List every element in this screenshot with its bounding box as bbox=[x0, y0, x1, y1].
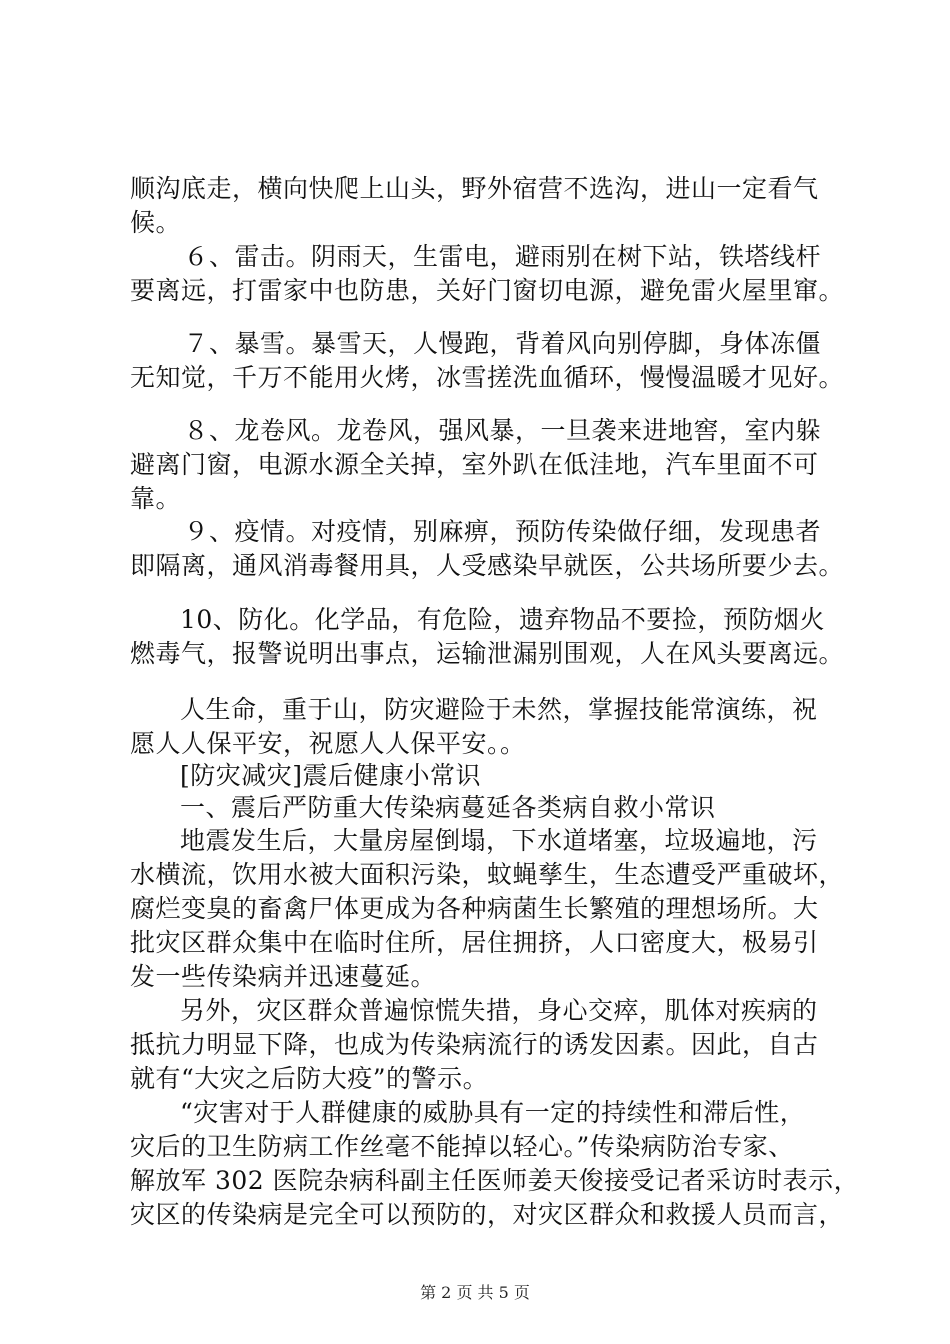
text-line: 抵抗力明显下降，也成为传染病流行的诱发因素。因此，自古 bbox=[130, 1030, 819, 1059]
text-line: 就有“大灾之后防大疫”的警示。 bbox=[130, 1064, 489, 1093]
text-line: 要离远，打雷家中也防患，关好门窗切电源，避免雷火屋里窜。 bbox=[130, 276, 845, 305]
text-line: ８、龙卷风。龙卷风，强风暴，一旦袭来进地窖，室内躲 bbox=[158, 416, 822, 445]
text-line: 候。 bbox=[130, 208, 182, 237]
text-line: ７、暴雪。暴雪天，人慢跑，背着风向别停脚，身体冻僵 bbox=[158, 329, 822, 358]
text-line: 发一些传染病并迅速蔓延。 bbox=[130, 962, 437, 991]
text-line: 靠。 bbox=[130, 484, 182, 513]
text-line: 即隔离，通风消毒餐用具，人受感染早就医，公共场所要少去。 bbox=[130, 551, 845, 580]
text-line: 愿人人保平安，祝愿人人保平安。。 bbox=[130, 729, 526, 758]
text-line: 10、防化。化学品，有危险，遗弃物品不要捡，预防烟火 bbox=[180, 605, 825, 634]
text-line: ９、疫情。对疫情，别麻痹，预防传染做仔细，发现患者 bbox=[158, 517, 822, 546]
text-line: 腐烂变臭的畜禽尸体更成为各种病菌生长繁殖的理想场所。大 bbox=[130, 894, 819, 923]
text-line: “灾害对于人群健康的威胁具有一定的持续性和滞后性， bbox=[180, 1098, 806, 1127]
text-line: 顺沟底走，横向快爬上山头，野外宿营不选沟，进山一定看气 bbox=[130, 174, 819, 203]
page-number-footer: 第 2 页 共 5 页 bbox=[420, 1283, 530, 1302]
section-heading: 一、震后严防重大传染病蔓延各类病自救小常识 bbox=[180, 793, 716, 822]
text-line: 批灾区群众集中在临时住所，居住拥挤，人口密度大，极易引 bbox=[130, 928, 819, 957]
text-line: 灾区的传染病是完全可以预防的，对灾区群众和救援人员而言， bbox=[130, 1200, 845, 1229]
text-line: 地震发生后，大量房屋倒塌，下水道堵塞，垃圾遍地，污 bbox=[180, 826, 818, 855]
text-line: ６、雷击。阴雨天，生雷电，避雨别在树下站，铁塔线杆 bbox=[158, 242, 822, 271]
text-line: 解放军 302 医院杂病科副主任医师姜天俊接受记者采访时表示， bbox=[130, 1166, 860, 1195]
text-line: 灾后的卫生防病工作丝毫不能掉以轻心。”传染病防治专家、 bbox=[130, 1132, 794, 1161]
text-line: 人生命，重于山，防灾避险于未然，掌握技能常演练，祝 bbox=[180, 695, 818, 724]
section-heading: [防灾减灾]震后健康小常识 bbox=[180, 761, 482, 790]
text-line: 水横流，饮用水被大面积污染，蚊蝇孳生，生态遭受严重破坏， bbox=[130, 860, 845, 889]
text-line: 另外，灾区群众普遍惊慌失措，身心交瘁，肌体对疾病的 bbox=[180, 996, 818, 1025]
text-line: 避离门窗，电源水源全关掉，室外趴在低洼地，汽车里面不可 bbox=[130, 450, 819, 479]
text-line: 燃毒气，报警说明出事点，运输泄漏别围观，人在风头要离远。 bbox=[130, 639, 845, 668]
text-line: 无知觉，千万不能用火烤，冰雪搓洗血循环，慢慢温暖才见好。 bbox=[130, 363, 845, 392]
